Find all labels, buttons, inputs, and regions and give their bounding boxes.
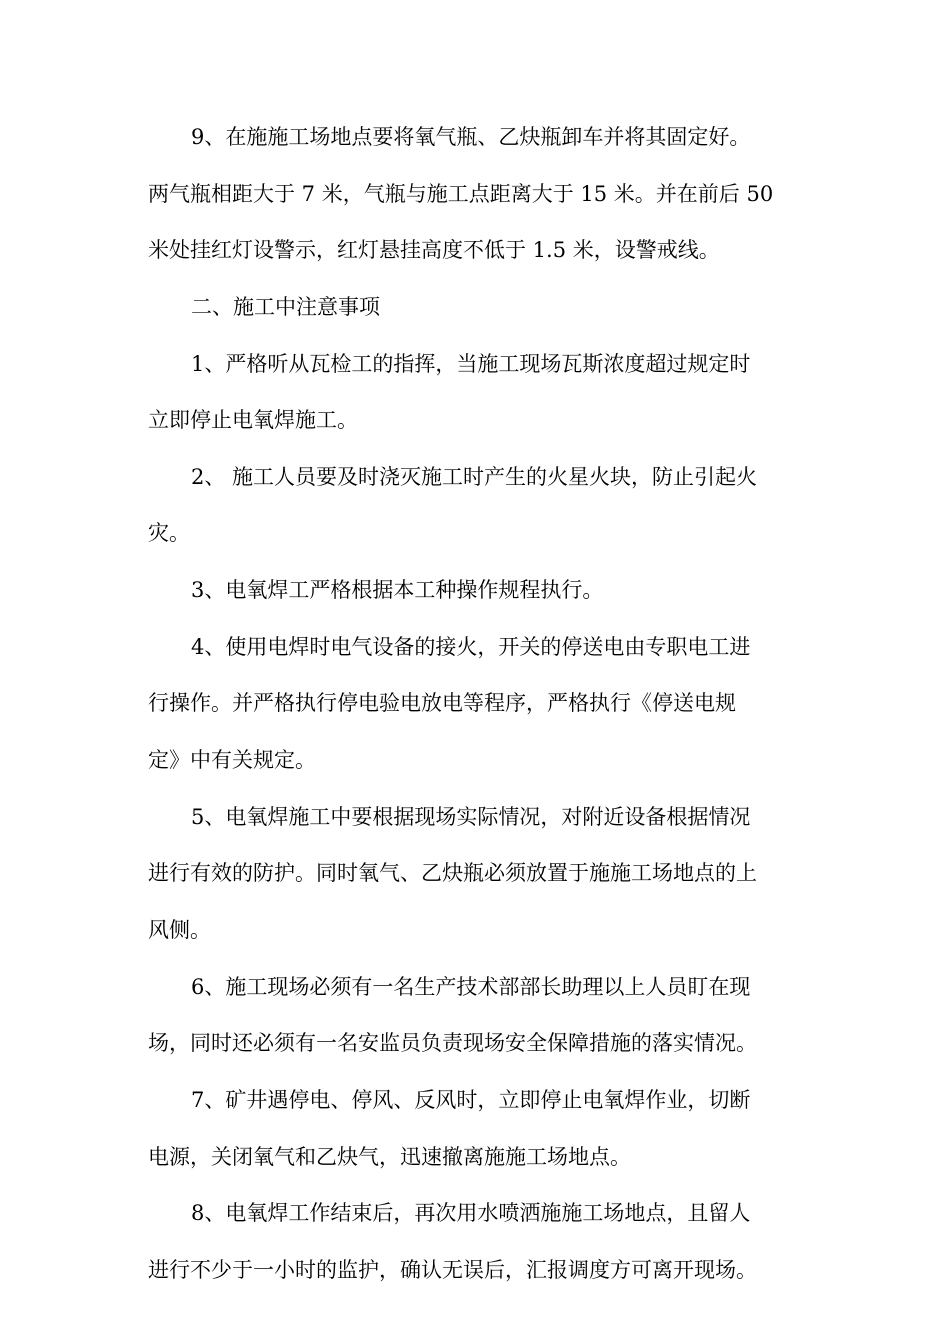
paragraph-line: 进行有效的防护。同时氧气、乙炔瓶必须放置于施施工场地点的上 (148, 861, 757, 886)
paragraph-line: 定》中有关规定。 (148, 748, 316, 773)
paragraph-line: 6、施工现场必须有一名生产技术部部长助理以上人员盯在现 (191, 974, 751, 999)
section-heading: 二、施工中注意事项 (191, 294, 380, 319)
paragraph-line: 8、电氧焊工作结束后，再次用水喷洒施施工场地点，且留人 (191, 1201, 751, 1226)
paragraph-line: 5、电氧焊施工中要根据现场实际情况，对附近设备根据情况 (191, 804, 751, 829)
paragraph-line: 进行不少于一小时的监护，确认无误后，汇报调度方可离开现场。 (148, 1257, 757, 1282)
paragraph-line: 立即停止电氧焊施工。 (148, 408, 358, 433)
paragraph-line: 3、电氧焊工严格根据本工种操作规程执行。 (191, 578, 604, 603)
paragraph-line: 风侧。 (148, 917, 211, 942)
paragraph-line: 2、 施工人员要及时浇灭施工时产生的火星火块，防止引起火 (191, 464, 758, 489)
paragraph-line: 4、使用电焊时电气设备的接火，开关的停送电由专职电工进 (191, 634, 751, 659)
paragraph-line: 9、在施施工场地点要将氧气瓶、乙炔瓶卸车并将其固定好。 (191, 125, 751, 149)
paragraph-line: 灾。 (148, 521, 190, 546)
paragraph-line: 电源，关闭氧气和乙炔气，迅速撤离施施工场地点。 (148, 1144, 631, 1169)
paragraph-line: 行操作。并严格执行停电验电放电等程序，严格执行《停送电规 (148, 691, 736, 716)
paragraph-line: 场，同时还必须有一名安监员负责现场安全保障措施的落实情况。 (148, 1031, 757, 1056)
paragraph-line: 米处挂红灯设警示，红灯悬挂高度不低于 1.5 米，设警戒线。 (148, 238, 720, 263)
paragraph-line: 1、严格听从瓦检工的指挥，当施工现场瓦斯浓度超过规定时 (191, 351, 751, 376)
document-body (148, 117, 800, 1306)
paragraph-line: 7、矿井遇停电、停风、反风时，立即停止电氧焊作业，切断 (191, 1087, 751, 1112)
paragraph-line: 两气瓶相距大于 7 米，气瓶与施工点距离大于 15 米。并在前后 50 (148, 181, 774, 206)
